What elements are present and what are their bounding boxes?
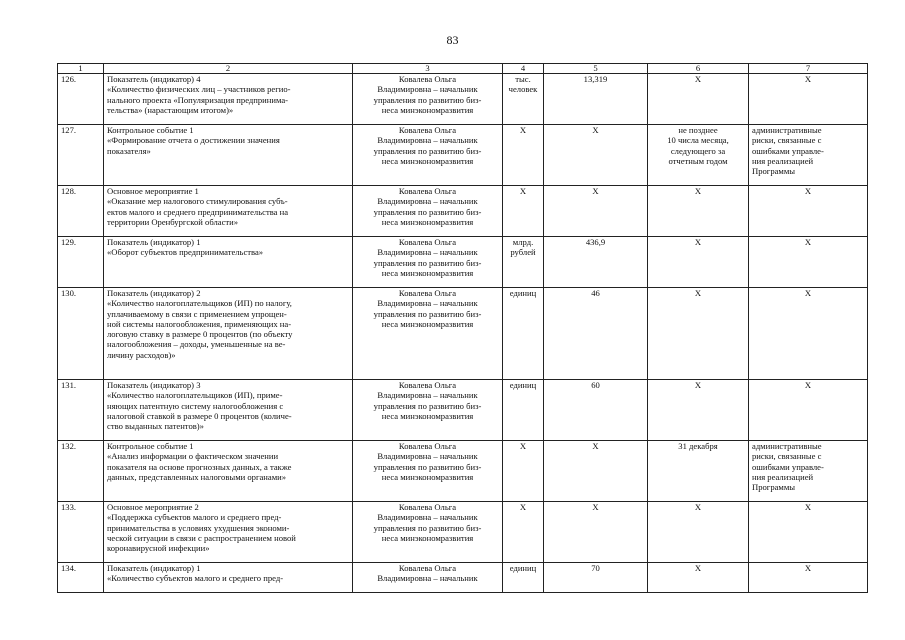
cell-line: «Оборот субъектов предпринимательства» — [107, 247, 264, 258]
deadline-cell — [648, 74, 749, 125]
cell-line: Х — [804, 186, 812, 196]
table-row — [58, 288, 868, 380]
description-cell — [104, 288, 353, 380]
table-row — [58, 237, 868, 288]
risks-cell — [749, 288, 868, 380]
cell-line: Х — [694, 74, 702, 84]
cell-line: управления по развитию биз- — [373, 308, 482, 319]
responsible-cell — [353, 563, 503, 593]
cell-line: Х — [694, 288, 702, 298]
row-number-cell: 131. — [58, 380, 104, 441]
cell-line: Контрольное событие 1 — [107, 125, 194, 135]
cell-line: нального проекта «Популяризация предпринима- — [107, 94, 289, 105]
row-number-cell: 134. — [58, 563, 104, 593]
cell-line: Владимировна – начальник — [377, 298, 478, 309]
table-row — [58, 186, 868, 237]
table-row — [58, 380, 868, 441]
cell-line: неса минэкономразвития — [381, 318, 474, 329]
responsible-cell — [353, 288, 503, 380]
description-cell — [104, 502, 353, 563]
cell-line: Ковалева Ольга — [398, 125, 457, 135]
cell-line: риски, связанные с — [752, 135, 822, 146]
cell-line: ной системы налогообложения, применяющих на- — [107, 318, 292, 329]
description-cell — [104, 237, 353, 288]
unit-cell — [503, 380, 544, 441]
responsible-cell — [353, 441, 503, 502]
risks-cell — [749, 502, 868, 563]
cell-line: риски, связанные с — [752, 451, 822, 462]
cell-line: управления по развитию биз- — [373, 94, 482, 105]
cell-line: 10 числа месяца, — [667, 135, 729, 146]
column-number: 3 — [353, 64, 503, 74]
cell-line: неса минэкономразвития — [381, 471, 474, 482]
cell-line: ошибками управле- — [752, 145, 824, 156]
cell-line: Х — [804, 237, 812, 247]
risks-cell — [749, 186, 868, 237]
cell-line: не позднее — [678, 125, 718, 135]
cell-line: Владимировна – начальник — [377, 247, 478, 258]
cell-line: единиц — [509, 288, 537, 298]
unit-cell — [503, 74, 544, 125]
cell-line: няющих патентную систему налогообложения с — [107, 400, 284, 411]
responsible-cell — [353, 380, 503, 441]
row-number-cell: 126. — [58, 74, 104, 125]
deadline-cell — [648, 502, 749, 563]
table-row — [58, 74, 868, 125]
deadline-cell — [648, 186, 749, 237]
row-number-cell: 128. — [58, 186, 104, 237]
cell-line: налогообложения – доходы, уменьшенные на ве- — [107, 339, 286, 350]
deadline-cell — [648, 441, 749, 502]
column-number: 2 — [104, 64, 353, 74]
cell-line: тыс. — [515, 74, 531, 84]
cell-line: Ковалева Ольга — [398, 441, 457, 451]
deadline-cell — [648, 563, 749, 593]
cell-line: Х — [694, 502, 702, 512]
responsible-cell — [353, 502, 503, 563]
unit-cell — [503, 125, 544, 186]
cell-line: Х — [804, 502, 812, 512]
unit-cell — [503, 237, 544, 288]
unit-cell — [503, 441, 544, 502]
deadline-cell — [648, 237, 749, 288]
cell-line: неса минэкономразвития — [381, 532, 474, 543]
risks-cell — [749, 441, 868, 502]
row-number-cell: 127. — [58, 125, 104, 186]
cell-line: Х — [694, 186, 702, 196]
cell-line: Основное мероприятие 2 — [107, 502, 199, 512]
cell-line: Владимировна – начальник — [377, 390, 478, 401]
row-number-cell: 129. — [58, 237, 104, 288]
unit-cell — [503, 186, 544, 237]
cell-line: налоговой ставкой в размере 0 процентов (количе- — [107, 410, 292, 421]
value-cell: Х — [544, 441, 648, 502]
cell-line: уплачиваемому в связи с применением упрощен- — [107, 308, 287, 319]
cell-line: ческой ситуации в связи с распространением новой — [107, 532, 296, 543]
cell-line: Ковалева Ольга — [398, 237, 457, 247]
responsible-cell — [353, 186, 503, 237]
cell-line: Контрольное событие 1 — [107, 441, 194, 451]
cell-line: Х — [519, 186, 527, 196]
deadline-cell — [648, 380, 749, 441]
cell-line: «Количество физических лиц – участников регио- — [107, 84, 291, 95]
deadline-cell — [648, 288, 749, 380]
cell-line: управления по развитию биз- — [373, 257, 482, 268]
description-cell — [104, 74, 353, 125]
row-number-cell: 130. — [58, 288, 104, 380]
cell-line: ния реализацией — [752, 471, 814, 482]
cell-line: Х — [804, 563, 812, 573]
cell-line: территории Оренбургской области» — [107, 216, 239, 227]
table-row — [58, 502, 868, 563]
value-cell: 436,9 — [544, 237, 648, 288]
cell-line: Владимировна – начальник — [377, 196, 478, 207]
cell-line: Программы — [752, 482, 796, 493]
page-number: 83 — [446, 33, 459, 47]
cell-line: управления по развитию биз- — [373, 400, 482, 411]
cell-line: Показатель (индикатор) 2 — [107, 288, 201, 298]
cell-line: Ковалева Ольга — [398, 288, 457, 298]
column-number-row — [58, 64, 868, 74]
cell-line: показателя» — [107, 145, 151, 156]
cell-line: Ковалева Ольга — [398, 74, 457, 84]
cell-line: ство выданных патентов)» — [107, 421, 204, 432]
cell-line: ектов малого и среднего предпринимательства на — [107, 206, 289, 217]
cell-line: «Формирование отчета о достижении значения — [107, 135, 280, 146]
description-cell — [104, 125, 353, 186]
cell-line: неса минэкономразвития — [381, 410, 474, 421]
cell-line: Х — [804, 74, 812, 84]
cell-line: Показатель (индикатор) 3 — [107, 380, 201, 390]
cell-line: человек — [508, 84, 538, 95]
cell-line: неса минэкономразвития — [381, 216, 474, 227]
row-number-cell: 132. — [58, 441, 104, 502]
cell-line: ния реализацией — [752, 155, 814, 166]
cell-line: единиц — [509, 380, 537, 390]
cell-line: «Оказание мер налогового стимулирования субъ- — [107, 196, 288, 207]
cell-line: 31 декабря — [678, 441, 718, 451]
deadline-cell — [648, 125, 749, 186]
cell-line: тельства» (нарастающим итогом)» — [107, 104, 234, 115]
cell-line: Программы — [752, 166, 796, 177]
responsible-cell — [353, 125, 503, 186]
column-number: 7 — [749, 64, 868, 74]
responsible-cell — [353, 237, 503, 288]
value-cell: 46 — [544, 288, 648, 380]
column-number: 4 — [503, 64, 544, 74]
cell-line: принимательства в условиях ухудшения экономи- — [107, 522, 290, 533]
cell-line: ошибками управле- — [752, 461, 824, 472]
cell-line: «Поддержка субъектов малого и среднего пред- — [107, 512, 282, 523]
cell-line: неса минэкономразвития — [381, 104, 474, 115]
table-row — [58, 125, 868, 186]
value-cell: 13,319 — [544, 74, 648, 125]
unit-cell — [503, 288, 544, 380]
table-row — [58, 441, 868, 502]
risks-cell — [749, 125, 868, 186]
value-cell: Х — [544, 125, 648, 186]
cell-line: Владимировна – начальник — [377, 573, 478, 584]
cell-line: управления по развитию биз- — [373, 461, 482, 472]
cell-line: Владимировна – начальник — [377, 512, 478, 523]
cell-line: Ковалева Ольга — [398, 186, 457, 196]
cell-line: Х — [519, 125, 527, 135]
cell-line: Х — [694, 380, 702, 390]
cell-line: отчетным годом — [668, 155, 728, 166]
unit-cell — [503, 563, 544, 593]
cell-line: Владимировна – начальник — [377, 84, 478, 95]
column-number: 1 — [58, 64, 104, 74]
cell-line: рублей — [510, 247, 536, 258]
cell-line: Х — [519, 502, 527, 512]
column-number: 6 — [648, 64, 749, 74]
cell-line: управления по развитию биз- — [373, 522, 482, 533]
cell-line: Х — [694, 563, 702, 573]
cell-line: Показатель (индикатор) 1 — [107, 237, 201, 247]
cell-line: Х — [694, 237, 702, 247]
cell-line: логовую ставку в размере 0 процентов (по объекту — [107, 329, 293, 340]
cell-line: управления по развитию биз- — [373, 145, 482, 156]
cell-line: Х — [804, 380, 812, 390]
cell-line: Ковалева Ольга — [398, 380, 457, 390]
cell-line: данных, представленных налоговыми органами» — [107, 471, 287, 482]
risks-cell — [749, 380, 868, 441]
cell-line: Х — [519, 441, 527, 451]
cell-line: Владимировна – начальник — [377, 135, 478, 146]
cell-line: Владимировна – начальник — [377, 451, 478, 462]
cell-line: показателя на основе прогнозных данных, а также — [107, 461, 292, 472]
description-cell — [104, 441, 353, 502]
cell-line: управления по развитию биз- — [373, 206, 482, 217]
cell-line: Показатель (индикатор) 4 — [107, 74, 201, 84]
cell-line: единиц — [509, 563, 537, 573]
cell-line: «Количество налогоплательщиков (ИП) по налогу, — [107, 298, 292, 309]
cell-line: «Количество субъектов малого и среднего пред- — [107, 573, 284, 584]
risks-cell — [749, 74, 868, 125]
unit-cell — [503, 502, 544, 563]
cell-line: Ковалева Ольга — [398, 502, 457, 512]
cell-line: «Анализ информации о фактическом значении — [107, 451, 279, 462]
cell-line: неса минэкономразвития — [381, 267, 474, 278]
value-cell: 60 — [544, 380, 648, 441]
cell-line: Ковалева Ольга — [398, 563, 457, 573]
cell-line: Показатель (индикатор) 1 — [107, 563, 201, 573]
value-cell: 70 — [544, 563, 648, 593]
responsible-cell — [353, 74, 503, 125]
description-cell — [104, 380, 353, 441]
cell-line: следующего за — [670, 145, 726, 156]
row-number-cell: 133. — [58, 502, 104, 563]
cell-line: административные — [752, 441, 822, 451]
cell-line: Основное мероприятие 1 — [107, 186, 199, 196]
description-cell — [104, 563, 353, 593]
cell-line: неса минэкономразвития — [381, 155, 474, 166]
cell-line: коронавирусной инфекции» — [107, 543, 210, 554]
measures-table — [57, 63, 868, 593]
cell-line: Х — [804, 288, 812, 298]
cell-line: «Количество налогоплательщиков (ИП), приме- — [107, 390, 283, 401]
cell-line: административные — [752, 125, 822, 135]
risks-cell — [749, 237, 868, 288]
value-cell: Х — [544, 502, 648, 563]
table-row — [58, 563, 868, 593]
description-cell — [104, 186, 353, 237]
value-cell: Х — [544, 186, 648, 237]
cell-line: личину расходов)» — [107, 349, 176, 360]
cell-line: млрд. — [512, 237, 534, 247]
risks-cell — [749, 563, 868, 593]
column-number: 5 — [544, 64, 648, 74]
